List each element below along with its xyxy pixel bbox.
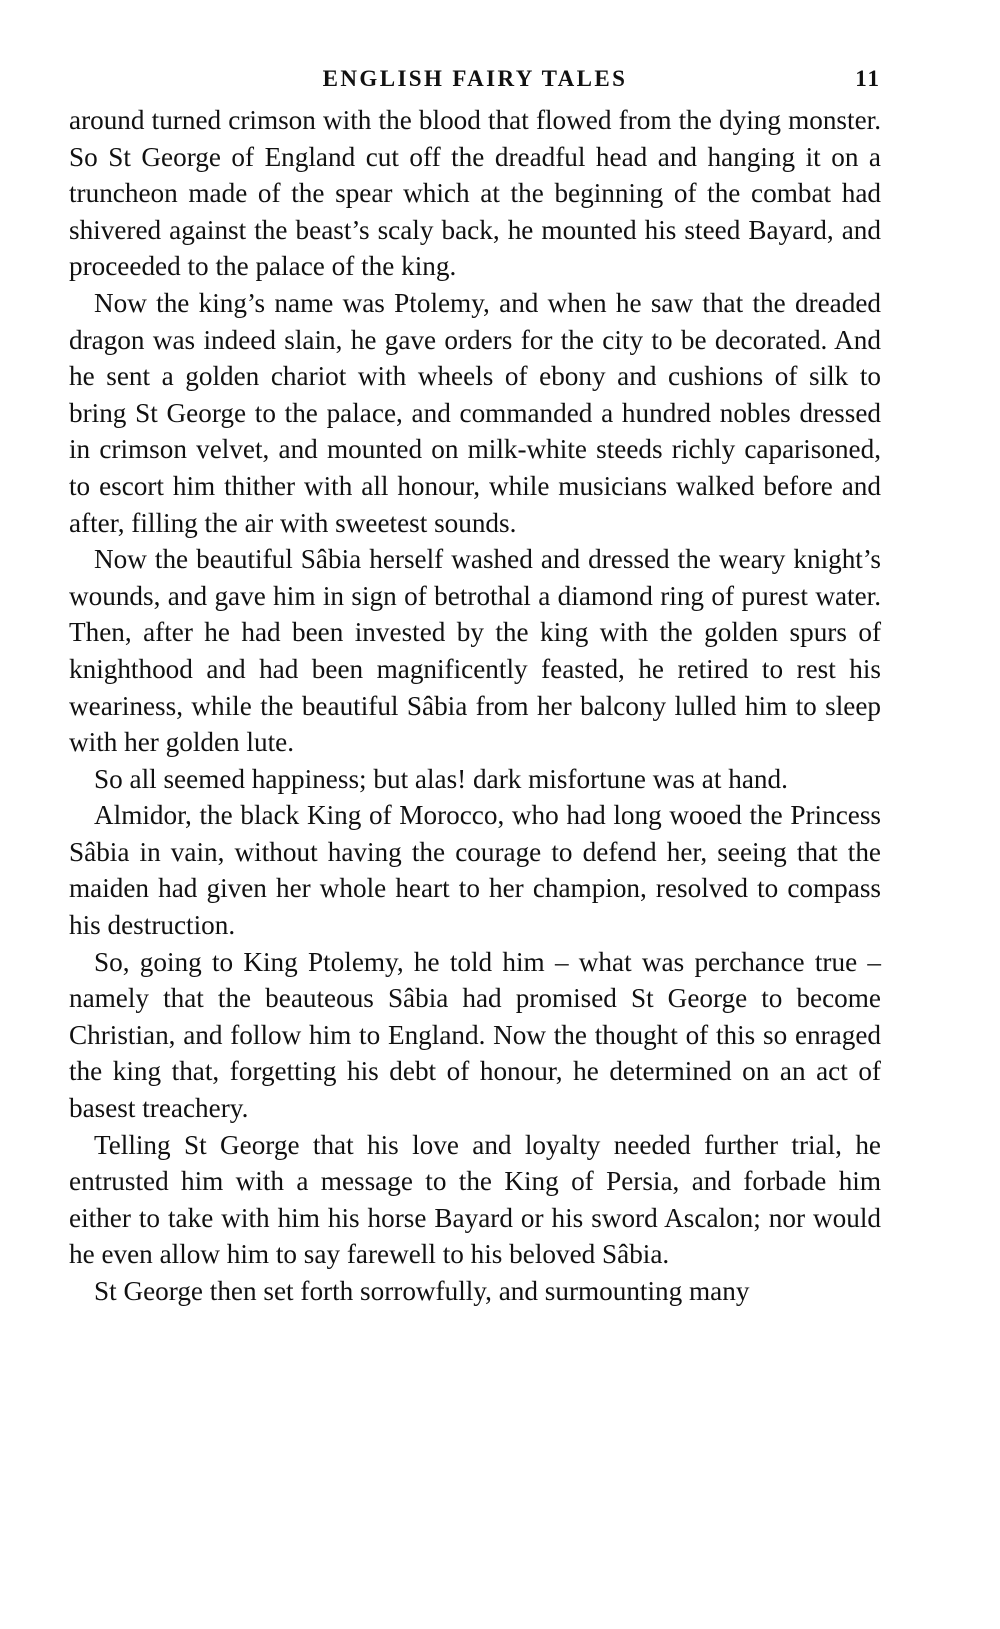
paragraph: So, going to King Ptolemy, he told him – what was perchance true – namely that the beauteous Sâbia had promised St George to become Christian, and follow him to England. Now the thought of this so enraged the king that, forgetting his debt of honour, he determined on an act of basest treachery. [69,946,881,1124]
book-page [69,62,881,1310]
paragraph: Almidor, the black King of Morocco, who had long wooed the Princess Sâbia in vain, without having the courage to defend her, seeing that the maiden had given her whole heart to her champion, resolved to compass his destruction. [69,800,881,941]
running-title: ENGLISH FAIRY TALES [322,66,628,91]
paragraph: Now the beautiful Sâbia herself washed and dressed the weary knight’s wounds, and gave him in sign of betrothal a diamond ring of purest water. Then, after he had been invested by the king with the golden spurs of knighthood and had been magnificently feasted, he retired to rest his weariness, while the beautiful Sâbia from her balcony lulled him to sleep with her golden lute. [69,544,881,758]
paragraph: Telling St George that his love and loyalty needed further trial, he entrusted him with a message to the King of Persia, and forbade him either to take with him his horse Bayard or his sword Ascalon; nor would he even allow him to say farewell to his beloved Sâbia. [69,1129,881,1270]
paragraph-last: St George then set forth sorrowfully, and surmounting many [94,1276,750,1306]
page-number: 11 [855,66,881,91]
paragraph: So all seemed happiness; but alas! dark misfortune was at hand. [94,763,788,794]
body-text [69,102,881,1310]
paragraph: Now the king’s name was Ptolemy, and when he saw that the dreaded dragon was indeed slain, he gave orders for the city to be decorated. And he sent a golden chariot with wheels of ebony and cushions of silk to bring St George to the palace, and commanded a hundred nobles dressed in crimson velvet, and mounted on milk-white steeds richly caparisoned, to escort him thither with all honour, while musicians walked before and after, filling the air with sweetest sounds. [69,287,881,538]
page-header [69,62,881,102]
paragraph-continuation: around turned crimson with the blood that flowed from the dying monster. So St George of England cut off the dreadful head and hanging it on a truncheon made of the spear which at the beginning of the combat had shivered against the beast’s scaly back, he mounted his steed Bayard, and proceeded to the palace of the king. [69,105,881,282]
